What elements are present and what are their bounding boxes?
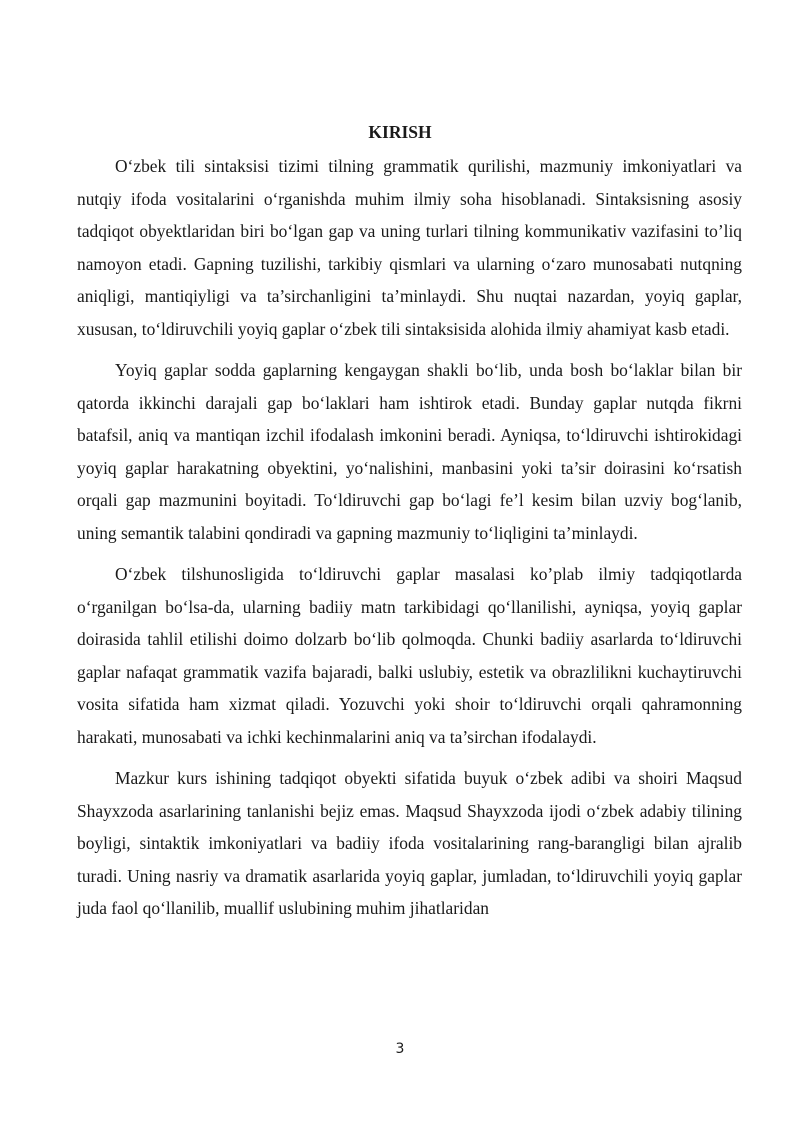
paragraph: O‘zbek tilshunosligida to‘ldiruvchi gaplar masalasi ko’plab ilmiy tadqiqotlarda o‘rganilgan bo‘lsa-da, ularning badiiy matn tarkibidagi qo‘llanilishi, ayniqsa, yoyiq gaplar doirasida tahlil etilishi doimo dolzarb bo‘lib qolmoqda. Chunki badiiy asarlarda to‘ldiruvchi gaplar nafaqat grammatik vazifa bajaradi, balki uslubiy, estetik va obrazlilikni kuchaytiruvchi vosita sifatida ham xizmat qiladi. Yozuvchi yoki shoir to‘ldiruvchi orqali qahramonning harakati, munosabati va ichki kechinmalarini aniq va ta’sirchan ifodalaydi.: [77, 564, 742, 747]
paragraph: Mazkur kurs ishining tadqiqot obyekti sifatida buyuk o‘zbek adibi va shoiri Maqsud Shayxzoda asarlarining tanlanishi bejiz emas. Maqsud Shayxzoda ijodi o‘zbek adabiy tilining boyligi, sintaktik imkoniyatlari va badiiy ifoda vositalarining rang-barangligi bilan ajralib turadi. Uning nasriy va dramatik asarlarida yoyiq gaplar, jumladan, to‘ldiruvchili yoyiq gaplar juda faol qo‘llanilib, muallif uslubining muhim jihatlaridan: [77, 768, 742, 918]
paragraph: Yoyiq gaplar sodda gaplarning kengaygan shakli bo‘lib, unda bosh bo‘laklar bilan bir qatorda ikkinchi darajali gap bo‘laklari ham ishtirok etadi. Bunday gaplar nutqda fikrni batafsil, aniq va mantiqan izchil ifodalash imkonini beradi. Ayniqsa, to‘ldiruvchi ishtirokidagi yoyiq gaplar harakatning obyektini, yo‘nalishini, manbasini yoki ta’sir doirasini ko‘rsatish orqali gap mazmunini boyitadi. To‘ldiruvchi gap bo‘lagi fe’l kesim bilan uzviy bog‘lanib, uning semantik talabini qondiradi va gapning mazmuniy to‘liqligini ta’minlaydi.: [77, 360, 742, 543]
paragraph: O‘zbek tili sintaksisi tizimi tilning grammatik qurilishi, mazmuniy imkoniyatlari va nutqiy ifoda vositalarini o‘rganishda muhim ilmiy soha hisoblanadi. Sintaksisning asosiy tadqiqot obyektlaridan biri bo‘lgan gap va uning turlari tilning kommunikativ vazifasini to’liq namoyon etadi. Gapning tuzilishi, tarkibiy qismlari va ularning o‘zaro munosabati nutqning aniqligi, mantiqiyligi va ta’sirchanligini ta’minlaydi. Shu nuqtai nazardan, yoyiq gaplar, xususan, to‘ldiruvchili yoyiq gaplar o‘zbek tili sintaksisida alohida ilmiy ahamiyat kasb etadi.: [77, 156, 742, 339]
section-title: KIRISH: [368, 122, 432, 142]
page-number: 3: [395, 1041, 405, 1057]
body-text: [77, 150, 742, 934]
